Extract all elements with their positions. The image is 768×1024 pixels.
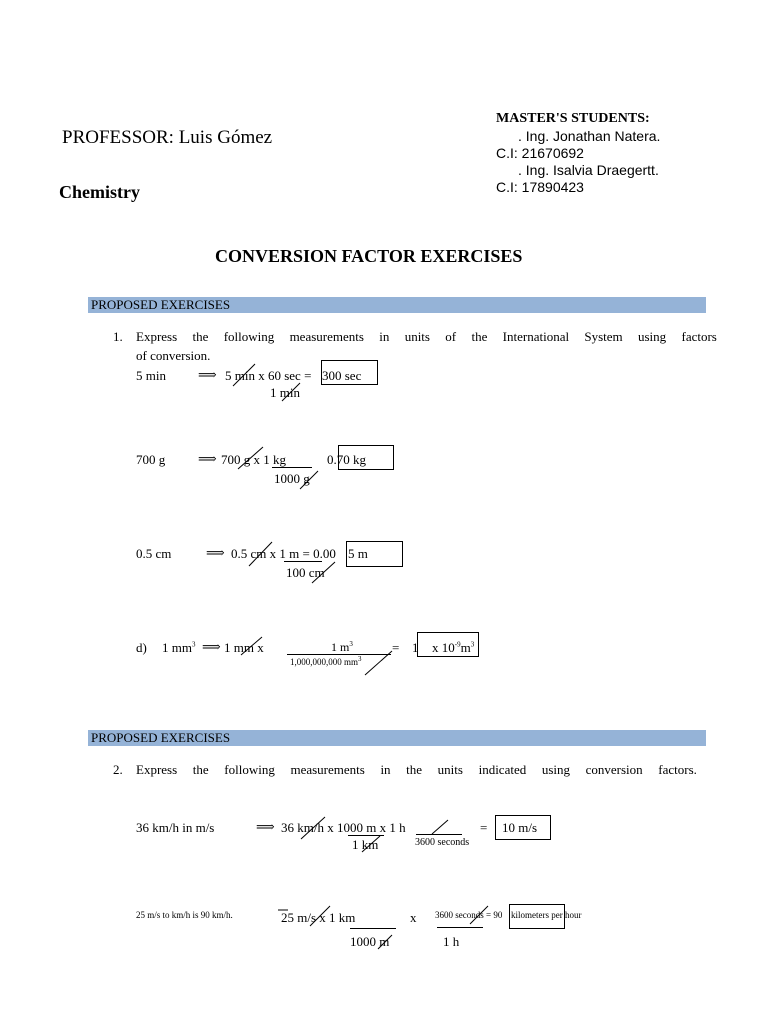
ex2a-equals: = bbox=[480, 820, 488, 835]
ex2a-denominator-1: 1 km bbox=[352, 837, 379, 852]
ex1d-denom-exp: 3 bbox=[358, 655, 362, 663]
exercise-1-prompt-word: factors bbox=[681, 329, 717, 344]
ex1d-answer-text: x 10 bbox=[432, 640, 455, 655]
exercise-2-prompt-word: using bbox=[541, 762, 571, 777]
ex2a-arrow: ⟹ bbox=[256, 819, 275, 834]
exercise-1-prompt-word: the bbox=[192, 329, 209, 344]
ex1a-arrow: ⟹ bbox=[198, 367, 217, 382]
exercise-1-prompt-word: Express bbox=[136, 329, 178, 344]
exercise-1-prompt bbox=[136, 329, 717, 345]
cancel-mark-h bbox=[432, 820, 448, 834]
subject-title: Chemistry bbox=[59, 182, 140, 202]
exercise-1-prompt-line2: of conversion. bbox=[136, 348, 211, 363]
ex1d-equals: = bbox=[392, 640, 400, 655]
exercise-2-prompt-word: factors. bbox=[658, 762, 697, 777]
ex1d-given-text: 1 mm bbox=[162, 640, 192, 655]
ex1d-label: d) bbox=[136, 640, 147, 655]
ex2b-denominator-2: 1 h bbox=[443, 934, 460, 949]
exercise-1-prompt-word: of bbox=[445, 329, 457, 344]
ex2a-fraction-bar-1 bbox=[348, 835, 384, 836]
section-band-1: PROPOSED EXERCISES bbox=[88, 297, 706, 313]
ex1a-denominator: 1 min bbox=[270, 385, 300, 400]
student-2-name: . Ing. Isalvia Draegertt. bbox=[518, 162, 659, 178]
ex1c-work: 0.5 cm x 1 m = 0.00 bbox=[231, 546, 336, 561]
exercise-2-prompt-word: conversion bbox=[585, 762, 643, 777]
exercise-2-prompt-word: units bbox=[437, 762, 463, 777]
ex1b-arrow: ⟹ bbox=[198, 451, 217, 466]
ex1d-arrow: ⟹ bbox=[202, 639, 221, 654]
exercise-1-prompt-word: System bbox=[584, 329, 623, 344]
ex1d-lead: 1 bbox=[412, 640, 419, 655]
exercise-2-prompt-word: Express bbox=[136, 762, 178, 777]
exercise-2-prompt-word: in bbox=[380, 762, 391, 777]
exercise-1-prompt-word: measurements bbox=[289, 329, 364, 344]
ex1c-given: 0.5 cm bbox=[136, 546, 172, 561]
ex2b-numerator-2: 3600 seconds = 90 bbox=[435, 910, 503, 920]
ex2b-fraction-bar-1 bbox=[350, 928, 396, 929]
ex1d-answer-exp: -9 bbox=[454, 640, 461, 649]
student-2-id: C.I: 17890423 bbox=[496, 179, 584, 195]
ex1c-arrow: ⟹ bbox=[206, 545, 225, 560]
ex2b-work: 25 m/s x 1 km bbox=[281, 910, 356, 925]
ex1d-work bbox=[224, 640, 264, 656]
ex2a-fraction-bar-2 bbox=[416, 834, 462, 835]
exercise-1-prompt-word: following bbox=[223, 329, 275, 344]
exercise-2-prompt-word: measurements bbox=[290, 762, 365, 777]
ex1c-fraction-bar bbox=[284, 561, 322, 562]
ex1d-denom-text: 1,000,000,000 mm bbox=[290, 657, 359, 667]
ex2a-given: 36 km/h in m/s bbox=[136, 820, 215, 835]
ex1d-answer bbox=[432, 640, 474, 656]
ex1d-given-exp: 3 bbox=[191, 640, 196, 649]
ex1d-denominator bbox=[290, 657, 362, 667]
ex2a-denominator-2: 3600 seconds bbox=[415, 837, 470, 848]
ex1a-work: 5 min x 60 sec = bbox=[225, 368, 312, 383]
ex1d-answer-unit: m bbox=[460, 640, 471, 655]
exercise-2-prompt-word: following bbox=[224, 762, 275, 777]
ex1d-answer-unit-exp: 3 bbox=[470, 640, 475, 649]
exercise-1-prompt-word: International bbox=[502, 329, 570, 344]
ex2b-given: 25 m/s to km/h is 90 km/h. bbox=[136, 910, 233, 920]
section-band-2: PROPOSED EXERCISES bbox=[88, 730, 706, 746]
document-title: CONVERSION FACTOR EXERCISES bbox=[215, 246, 523, 266]
students-heading: MASTER'S STUDENTS: bbox=[496, 111, 650, 126]
ex1d-work-text: 1 mm x bbox=[224, 640, 264, 655]
ex1b-given: 700 g bbox=[136, 452, 166, 467]
exercise-2-prompt-word: the bbox=[192, 762, 209, 777]
ex1a-given: 5 min bbox=[136, 368, 166, 383]
ex2b-denominator-1: 1000 m bbox=[350, 934, 390, 949]
exercise-2-number: 2. bbox=[113, 762, 123, 777]
ex1c-answer: 5 m bbox=[348, 546, 368, 561]
professor-name: PROFESSOR: Luis Gómez bbox=[62, 127, 273, 148]
ex2b-times: x bbox=[410, 910, 417, 925]
exercise-2-prompt-word: indicated bbox=[478, 762, 527, 777]
exercise-1-number: 1. bbox=[113, 329, 123, 344]
exercise-2-prompt bbox=[136, 762, 697, 778]
ex1b-answer: 0.70 kg bbox=[327, 452, 366, 467]
exercise-1-prompt-word: using bbox=[638, 329, 667, 344]
ex2b-answer: kilometers per hour bbox=[511, 910, 582, 920]
ex1d-given bbox=[162, 640, 195, 656]
ex1b-denominator: 1000 g bbox=[274, 471, 310, 486]
exercise-1-prompt-word: the bbox=[471, 329, 488, 344]
ex1d-numerator bbox=[331, 640, 353, 655]
ex1d-numer-exp: 3 bbox=[349, 640, 353, 648]
ex2a-answer: 10 m/s bbox=[502, 820, 538, 835]
ex1d-fraction-bar bbox=[287, 654, 391, 655]
ex1b-work: 700 g x 1 kg bbox=[221, 452, 286, 467]
ex2b-fraction-bar-2 bbox=[437, 927, 483, 928]
exercise-1-prompt-word: in bbox=[379, 329, 390, 344]
ex2a-work: 36 km/h x 1000 m x 1 h bbox=[281, 820, 406, 835]
ex1d-numer-text: 1 m bbox=[331, 640, 350, 654]
ex1c-denominator: 100 cm bbox=[286, 565, 325, 580]
student-1-id: C.I: 21670692 bbox=[496, 145, 584, 161]
ex1b-fraction-bar bbox=[272, 467, 312, 468]
ex1a-answer: 300 sec bbox=[322, 368, 362, 383]
student-1-name: . Ing. Jonathan Natera. bbox=[518, 128, 661, 144]
exercise-2-prompt-word: the bbox=[406, 762, 423, 777]
exercise-1-prompt-word: units bbox=[404, 329, 430, 344]
